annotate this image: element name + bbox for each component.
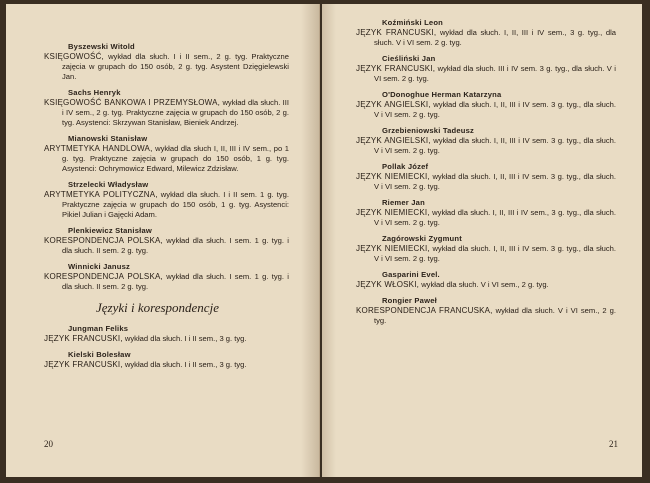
lecturer-entry — [356, 18, 616, 48]
course-subject: JĘZYK NIEMIECKI, — [356, 244, 430, 253]
course-description — [44, 272, 289, 292]
course-details: wykład dla słuch. I, II, III i IV sem. 3 g. tyg., dla słuch. V i VI sem. 2 g. tyg. — [374, 100, 616, 119]
lecturer-name: Rongier Paweł — [382, 296, 437, 305]
course-description — [356, 136, 616, 156]
course-details: wykład dla słuch. I i II sem., 3 g. tyg. — [124, 334, 247, 343]
lecturer-name: Mianowski Stanisław — [68, 134, 148, 143]
lecturer-entry — [44, 262, 289, 292]
course-subject: JĘZYK FRANCUSKI, — [356, 28, 437, 37]
course-details: wykład dla słuch I, II, III i IV sem., po 1 g. tyg. Praktyczne zajęcia w grupach do 150 osób, 1 g. tyg. Asystenci: Ochrymowicz Edward, Milewicz Zdzisław. — [62, 144, 289, 173]
lecturer-entry — [356, 296, 616, 326]
course-description — [356, 28, 616, 48]
page-number-right: 21 — [609, 439, 618, 449]
left-page — [6, 4, 320, 477]
course-description — [356, 244, 616, 264]
lecturer-entry — [356, 162, 616, 192]
course-description — [356, 280, 616, 290]
lecturer-entry — [44, 42, 289, 82]
course-details: wykład dla słuch. III i IV sem. 3 g. tyg., dla słuch. V i VI sem. 2 g. tyg. — [374, 64, 616, 83]
lecturer-entry — [44, 88, 289, 128]
course-details: wykład dla słuch. I, II, III i IV sem., 3 g. tyg., dla słuch. V i VI sem. 2 g. tyg. — [374, 28, 616, 47]
lecturer-name: Riemer Jan — [382, 198, 425, 207]
course-description — [44, 360, 289, 370]
lecturer-name: Strzelecki Władysław — [68, 180, 149, 189]
left-entries-top — [44, 42, 289, 292]
left-entries-bottom — [44, 324, 289, 370]
course-subject: KSIĘGOWOŚĆ BANKOWA I PRZEMYSŁOWA, — [44, 98, 221, 107]
lecturer-name: Sachs Henryk — [68, 88, 121, 97]
course-subject: JĘZYK WŁOSKI, — [356, 280, 420, 289]
lecturer-entry — [44, 324, 289, 344]
course-description — [356, 172, 616, 192]
course-subject: JĘZYK FRANCUSKI, — [44, 360, 123, 369]
lecturer-entry — [44, 180, 289, 220]
course-details: wykład dla słuch. I sem. 1 g. tyg. i dla słuch. II sem. 2 g. tyg. — [62, 236, 289, 255]
course-subject: JĘZYK FRANCUSKI, — [356, 64, 436, 73]
course-description — [44, 236, 289, 256]
course-description — [356, 306, 616, 326]
lecturer-name: O'Donoghue Herman Katarzyna — [382, 90, 502, 99]
course-subject: JĘZYK NIEMIECKI, — [356, 172, 430, 181]
course-description — [44, 334, 289, 344]
course-subject: KORESPONDENCJA POLSKA, — [44, 236, 163, 245]
course-details: wykład dla słuch. I i II sem., 2 g. tyg. Praktyczne zajęcia w grupach do 150 osób, 2 g. tyg. Asystent Dzięgielewski Jan. — [62, 52, 289, 81]
course-subject: JĘZYK ANGIELSKI, — [356, 100, 431, 109]
lecturer-name: Pollak Józef — [382, 162, 429, 171]
course-details: wykład dla słuch. I, II, III i IV sem. 3 g. tyg., dla słuch. V i VI sem. 2 g. tyg. — [374, 172, 616, 191]
lecturer-name: Winnicki Janusz — [68, 262, 131, 271]
lecturer-name: Zagórowski Zygmunt — [382, 234, 462, 243]
lecturer-entry — [356, 198, 616, 228]
course-subject: JĘZYK ANGIELSKI, — [356, 136, 431, 145]
right-entries — [356, 18, 616, 326]
course-subject: KSIĘGOWOŚĆ, — [44, 52, 104, 61]
course-subject: KORESPONDENCJA FRANCUSKA, — [356, 306, 493, 315]
lecturer-entry — [356, 54, 616, 84]
lecturer-entry — [44, 350, 289, 370]
lecturer-name: Grzebieniowski Tadeusz — [382, 126, 475, 135]
course-description — [356, 100, 616, 120]
lecturer-entry — [44, 226, 289, 256]
lecturer-name: Byszewski Witold — [68, 42, 135, 51]
course-details: wykład dla słuch. I, II, III i IV sem. 3 g. tyg., dla słuch. V i VI sem. 2 g. tyg. — [374, 244, 616, 263]
course-details: wykład dla słuch. I sem. 1 g. tyg. i dla słuch. II sem. 2 g. tyg. — [62, 272, 289, 291]
course-details: wykład dla słuch. I, II, III i IV sem., 3 g. tyg., dla słuch. V i VI sem. 2 g. tyg. — [374, 208, 616, 227]
lecturer-name: Plenkiewicz Stanisław — [68, 226, 152, 235]
course-details: wykład dla słuch. V i VI sem., 2 g. tyg. — [374, 306, 616, 325]
lecturer-name: Jungman Feliks — [68, 324, 129, 333]
lecturer-entry — [356, 234, 616, 264]
course-details: wykład dla słuch. V i VI sem., 2 g. tyg. — [421, 280, 549, 289]
course-subject: KORESPONDENCJA POLSKA, — [44, 272, 163, 281]
course-details: wykład dla słuch. I, II, III i IV sem. 3 g. tyg., dla słuch. V i VI sem. 2 g. tyg. — [374, 136, 616, 155]
course-description — [44, 52, 289, 82]
course-subject: ARYTMETYKA POLITYCZNA, — [44, 190, 158, 199]
course-subject: JĘZYK FRANCUSKI, — [44, 334, 123, 343]
course-description — [44, 144, 289, 174]
lecturer-entry — [356, 90, 616, 120]
course-description — [356, 64, 616, 84]
course-description — [44, 190, 289, 220]
lecturer-name: Cieśliński Jan — [382, 54, 436, 63]
lecturer-entry — [356, 270, 616, 290]
course-details: wykład dla słuch. I i II sem. 1 g. tyg. Praktyczne zajęcia w grupach do 150 osób, 1 g. tyg. Asystenci: Pikiel Julian i Gajęcki Adam. — [62, 190, 289, 219]
lecturer-name: Kielski Bolesław — [68, 350, 131, 359]
course-description — [356, 208, 616, 228]
course-description — [44, 98, 289, 128]
right-page — [322, 4, 642, 477]
lecturer-name: Koźmiński Leon — [382, 18, 444, 27]
lecturer-entry — [44, 134, 289, 174]
page-number-left: 20 — [44, 439, 53, 449]
course-details: wykład dla słuch. III i IV sem., 2 g. tyg. Praktyczne zajęcia w grupach do 150 osób, 2 g. tyg. Asystenci: Skrzywan Stanisław, Bieniek Andrzej. — [62, 98, 289, 127]
course-subject: ARYTMETYKA HANDLOWA, — [44, 144, 153, 153]
lecturer-entry — [356, 126, 616, 156]
course-details: wykład dla słuch. I i II sem., 3 g. tyg. — [124, 360, 247, 369]
lecturer-name: Gasparini Evel. — [382, 270, 440, 279]
section-heading: Języki i korespondencje — [96, 300, 219, 315]
course-subject: JĘZYK NIEMIECKI, — [356, 208, 430, 217]
